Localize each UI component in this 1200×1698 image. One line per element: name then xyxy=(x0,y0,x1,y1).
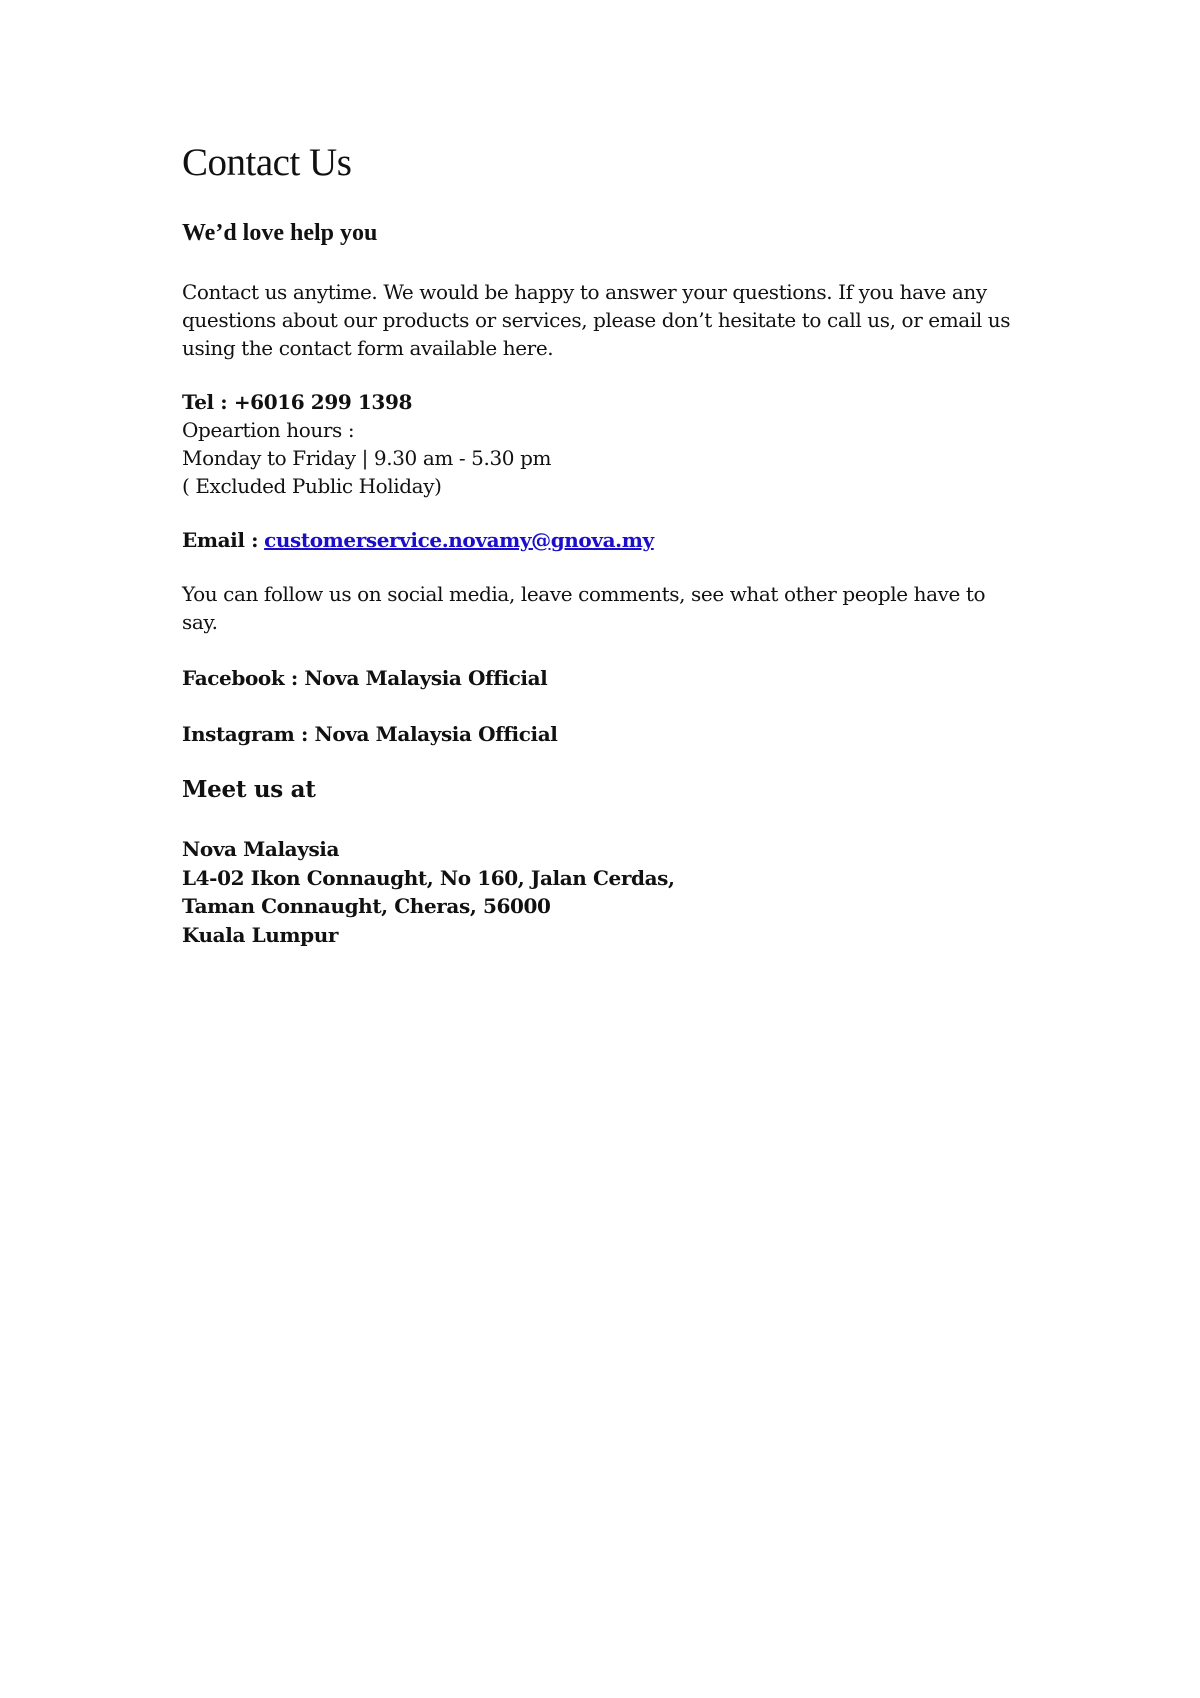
email-section xyxy=(182,526,1022,554)
meet-heading: Meet us at xyxy=(182,775,316,803)
address-name: Nova Malaysia xyxy=(182,837,340,862)
email-link[interactable]: customerservice.novamy@gnova.my xyxy=(264,527,654,552)
address-block xyxy=(182,835,1022,949)
address-line-1: L4-02 Ikon Connaught, No 160, Jalan Cerdas, xyxy=(182,865,675,890)
phone-section xyxy=(182,388,1022,500)
holiday-note: ( Excluded Public Holiday) xyxy=(182,473,442,498)
email-label: Email : xyxy=(182,527,259,552)
address-line-3: Kuala Lumpur xyxy=(182,922,338,947)
page-subtitle: We’d love help you xyxy=(182,219,378,246)
address-line-2: Taman Connaught, Cheras, 56000 xyxy=(182,894,551,919)
document-page xyxy=(182,140,1022,949)
operation-hours: Monday to Friday | 9.30 am - 5.30 pm xyxy=(182,445,552,470)
phone-number: Tel : +6016 299 1398 xyxy=(182,389,412,414)
instagram-line: Instagram : Nova Malaysia Official xyxy=(182,721,558,746)
intro-paragraph: Contact us anytime. We would be happy to answer your questions. If you have any questions about our products or services, please don’t hesitate to call us, or email us using the contact form available here. xyxy=(182,279,1011,360)
facebook-line: Facebook : Nova Malaysia Official xyxy=(182,665,548,690)
operation-hours-label: Opeartion hours : xyxy=(182,417,355,442)
social-intro: You can follow us on social media, leave comments, see what other people have to say. xyxy=(182,581,986,634)
page-title: Contact Us xyxy=(182,141,352,184)
